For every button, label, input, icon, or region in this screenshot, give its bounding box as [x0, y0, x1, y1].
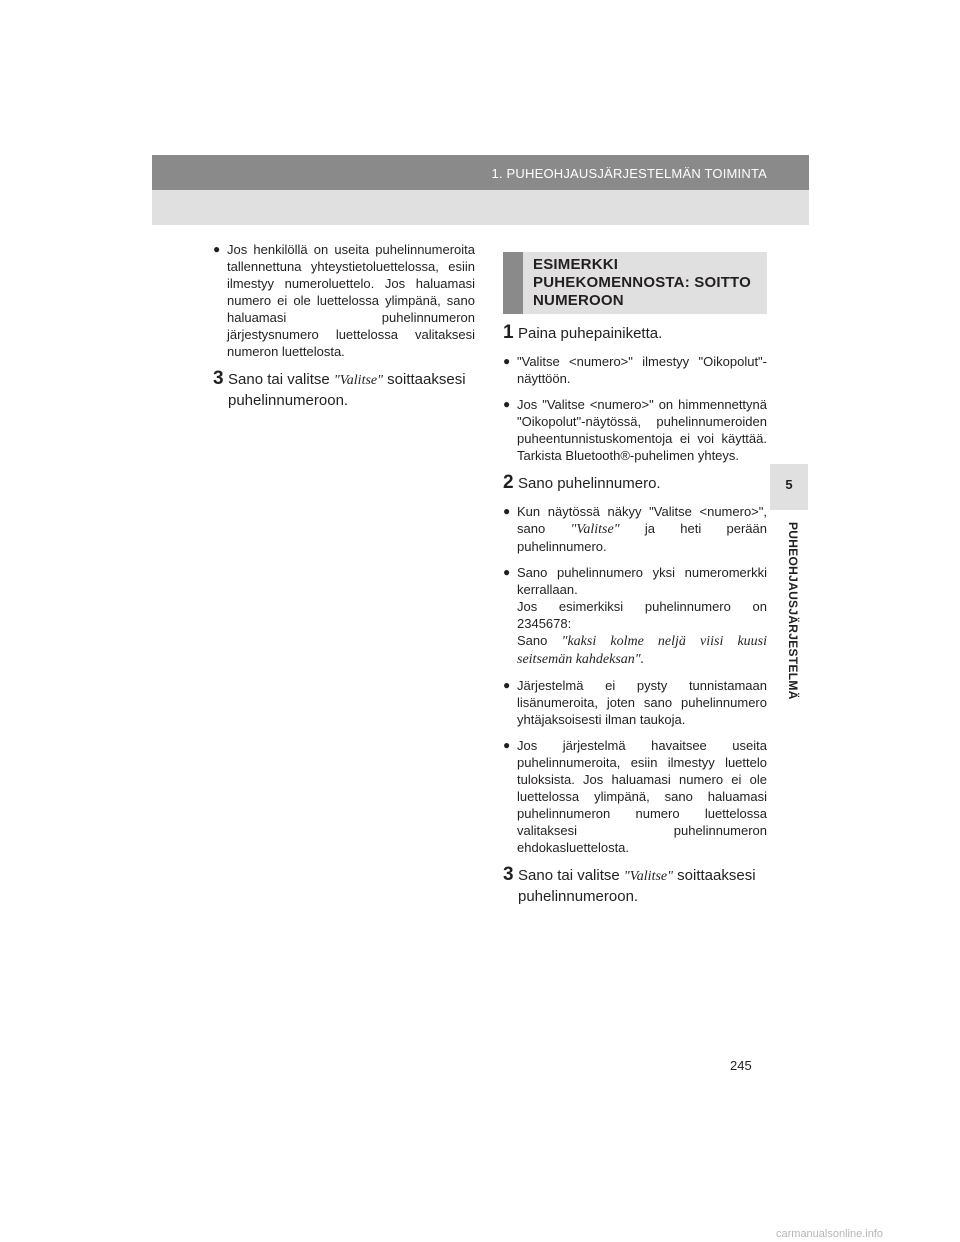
- voice-command: "kaksi kolme neljä viisi kuusi seitsemän kahdeksan".: [517, 634, 767, 667]
- chapter-label: PUHEOHJAUSJÄRJESTELMÄ: [786, 522, 800, 700]
- watermark: carmanualsonline.info: [776, 1228, 884, 1240]
- example-heading-box: [503, 252, 767, 314]
- voice-command: "Valitse": [570, 522, 620, 537]
- step-3-left: [213, 370, 475, 411]
- step-text-part: Sano tai valitse: [228, 371, 334, 388]
- heading-bar: [503, 252, 523, 314]
- bullet-item: ● Järjestelmä ei pysty tunnistamaan lisänumeroita, joten sano puhelinnumero yhtäjaksoisesti ilman taukoja.: [503, 677, 767, 728]
- bullet-item: [503, 564, 767, 668]
- step-2: [503, 474, 767, 494]
- right-column: [503, 252, 767, 916]
- bullet-item: ● Jos henkilöllä on useita puhelinnumeroita tallennettuna yhteystietoluettelossa, esiin ilmestyy numeroluettelo. Jos haluamasi numero ei ole luettelossa ylimpänä, sano haluamasi puhelinnumeron järjestysnumero luettelossa valitaksesi numeron luettelosta.: [213, 241, 475, 360]
- left-column: [213, 241, 475, 420]
- bullet-line: [517, 632, 767, 668]
- bullet-line: ● Sano puhelinnumero yksi numeromerkki kerrallaan.: [517, 565, 767, 597]
- header-band: [152, 155, 809, 190]
- chapter-tab: [770, 464, 808, 510]
- step-number: 1: [503, 322, 514, 343]
- bullet-text: Kun näytössä näkyy "Valitse <numero>", sano: [517, 504, 767, 536]
- header-subband: [152, 190, 809, 225]
- bullet-item: ● Jos järjestelmä havaitsee useita puhelinnumeroita, esiin ilmestyy luettelo tuloksista. Jos haluamasi numero ei ole luettelossa ylimpänä, sano haluamasi puhelinnumeron numero luettelossa valitaksesi puhelinnumeron ehdokasluettelosta.: [503, 737, 767, 856]
- step-1: [503, 324, 767, 344]
- bullet-text: ja heti perään puhelinnumero.: [517, 521, 767, 554]
- bullet-text: Sano: [517, 633, 562, 648]
- step-text: Paina puhepainiketta.: [518, 325, 663, 342]
- bullet-item: ● "Valitse <numero>" ilmestyy "Oikopolut"-näyttöön.: [503, 353, 767, 387]
- step-text: [516, 866, 767, 907]
- voice-command: "Valitse": [333, 373, 383, 388]
- step-number: 2: [503, 472, 514, 493]
- step-number: 3: [213, 368, 224, 389]
- page-number: 245: [730, 1058, 752, 1073]
- bullet-item: ● Jos "Valitse <numero>" on himmennettynä "Oikopolut"-näytössä, puhelinnumeroiden puheentunnistuskomentoja ei voi käyttää. Tarkista Bluetooth®-puhelimen yhteys.: [503, 396, 767, 464]
- section-title: 1. PUHEOHJAUSJÄRJESTELMÄN TOIMINTA: [491, 166, 767, 181]
- step-text: Sano puhelinnumero.: [518, 475, 661, 492]
- step-3-right: [503, 866, 767, 907]
- step-text-part: soittaaksesi puhelinnumeroon.: [228, 371, 466, 409]
- voice-command: "Valitse": [623, 869, 673, 884]
- chapter-number: 5: [785, 477, 793, 492]
- step-text-part: soittaaksesi puhelinnumeroon.: [518, 867, 756, 905]
- example-heading: ESIMERKKI PUHEKOMENNOSTA: SOITTO NUMEROON: [533, 256, 752, 309]
- bullet-line: Jos esimerkiksi puhelinnumero on 2345678:: [517, 599, 767, 631]
- step-text: [226, 370, 475, 411]
- step-text-part: Sano tai valitse: [518, 867, 624, 884]
- bullet-item: [503, 503, 767, 555]
- step-number: 3: [503, 864, 514, 885]
